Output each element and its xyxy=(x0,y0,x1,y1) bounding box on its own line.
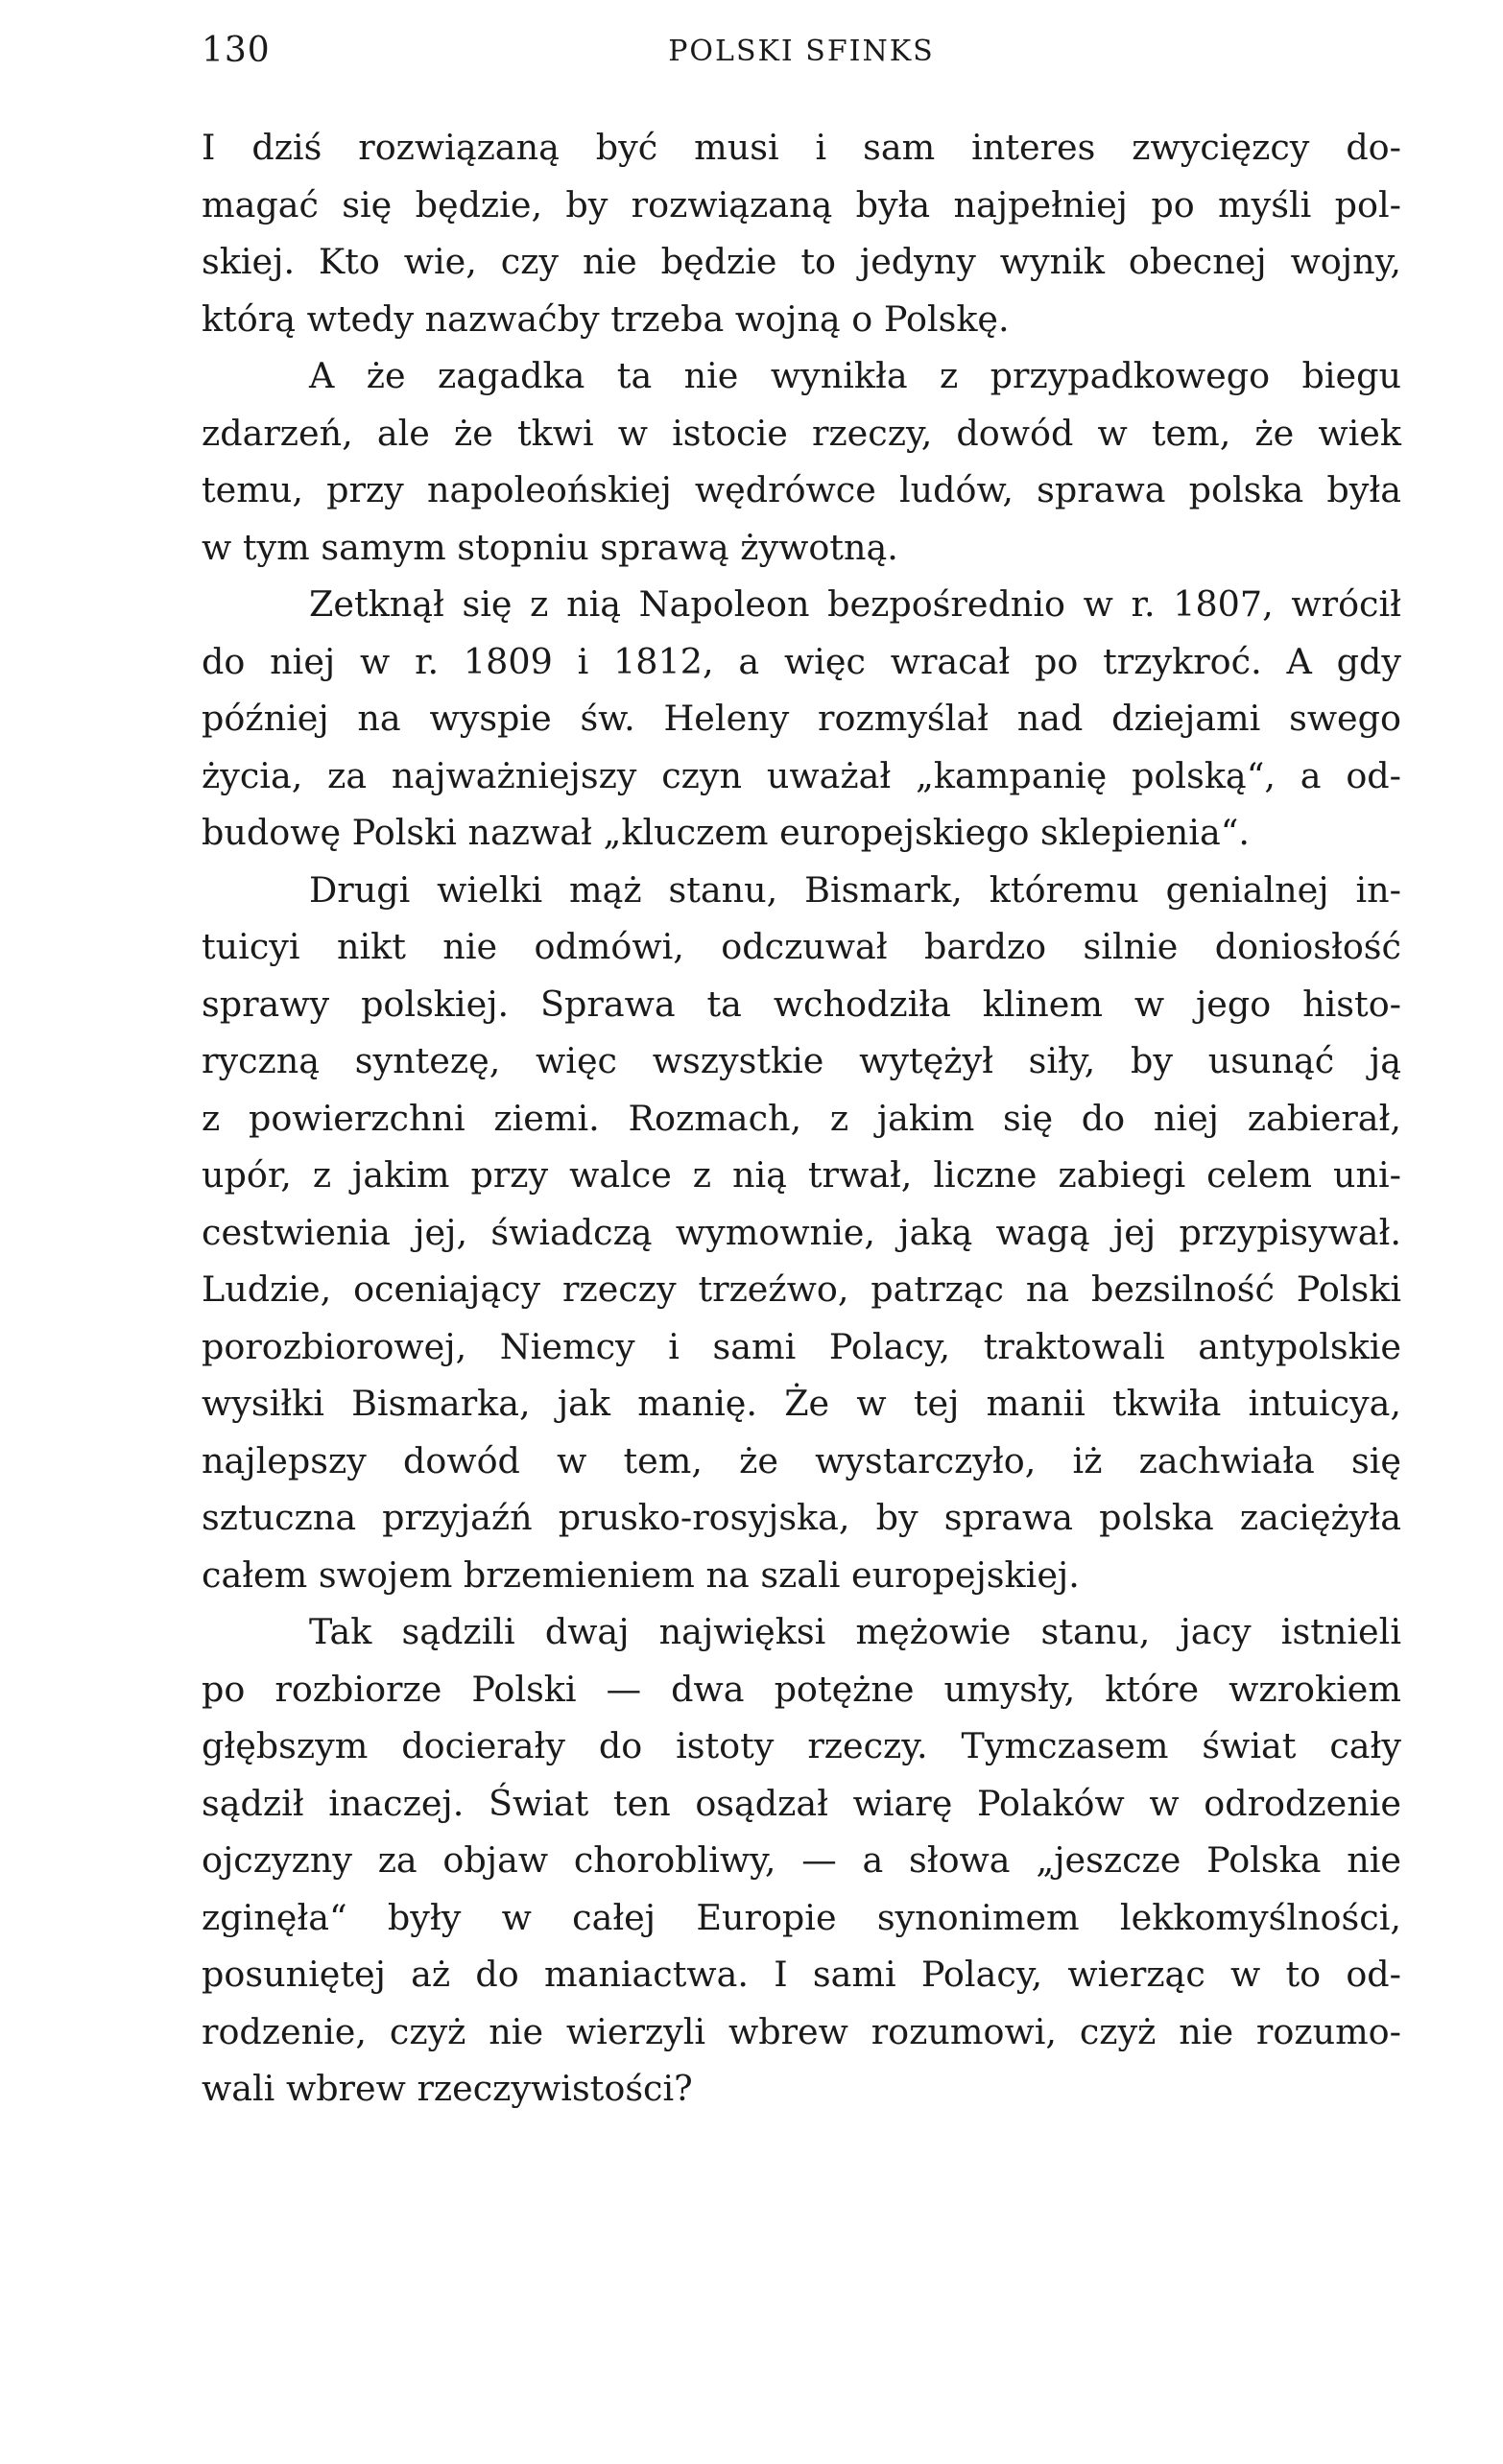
text-line: do niej w r. 1809 i 1812, a więc wracał po trzykroć. A gdy xyxy=(202,640,1401,682)
text-line: najlepszy dowód w tem, że wystarczyło, iż zachwiała się xyxy=(202,1439,1401,1481)
text-line: porozbiorowej, Niemcy i sami Polacy, traktowali antypolskie xyxy=(202,1325,1401,1367)
text-line: skiej. Kto wie, czy nie będzie to jedyny wynik obecnej wojny, xyxy=(202,241,1401,282)
text-line: po rozbiorze Polski — dwa potężne umysły, które wzrokiem xyxy=(202,1668,1401,1710)
text-line: całem swojem brzemieniem na szali europejskiej. xyxy=(202,1553,1080,1596)
text-line: magać się będzie, by rozwiązaną była najpełniej po myśli pol- xyxy=(202,183,1401,225)
text-line: Drugi wielki mąż stanu, Bismark, któremu genialnej in- xyxy=(309,868,1401,911)
text-line: posuniętej aż do maniactwa. I sami Polacy, wierząc w to od- xyxy=(202,1954,1401,1995)
text-line: temu, przy napoleońskiej wędrówce ludów, sprawa polska była xyxy=(202,469,1401,510)
text-line: Tak sądzili dwaj najwięksi mężowie stanu, jacy istnieli xyxy=(309,1611,1401,1652)
text-line: zginęła“ były w całej Europie synonimem lekkomyślności, xyxy=(202,1896,1401,1938)
text-line: sądził inaczej. Świat ten osądzał wiarę Polaków w odrodzenie xyxy=(202,1782,1401,1824)
body-text xyxy=(202,119,1401,2118)
text-line: cestwienia jej, świadczą wymownie, jaką wagą jej przypisywał. xyxy=(202,1211,1401,1253)
text-line: wali wbrew rzeczywistości? xyxy=(202,2068,693,2109)
text-line: w tym samym stopniu sprawą żywotną. xyxy=(202,526,898,568)
text-line: budowę Polski nazwał „kluczem europejskiego sklepienia“. xyxy=(202,812,1250,853)
text-line: później na wyspie św. Heleny rozmyślał nad dziejami swego xyxy=(202,698,1401,739)
text-line: Zetknął się z nią Napoleon bezpośrednio w r. 1807, wrócił xyxy=(309,583,1401,625)
text-line: I dziś rozwiązaną być musi i sam interes zwycięzcy do- xyxy=(202,127,1401,168)
text-line: głębszym docierały do istoty rzeczy. Tymczasem świat cały xyxy=(202,1725,1401,1766)
text-line: A że zagadka ta nie wynikła z przypadkowego biegu xyxy=(309,355,1401,396)
text-line: tuicyi nikt nie odmówi, odczuwał bardzo silnie doniosłość xyxy=(202,926,1401,967)
text-line: ojczyzny za objaw chorobliwy, — a słowa „jeszcze Polska nie xyxy=(202,1839,1401,1881)
text-line: Ludzie, oceniający rzeczy trzeźwo, patrząc na bezsilność Polski xyxy=(202,1268,1401,1310)
text-line: ryczną syntezę, więc wszystkie wytężył siły, by usunąć ją xyxy=(202,1040,1401,1081)
text-line: wysiłki Bismarka, jak manię. Że w tej manii tkwiła intuicya, xyxy=(202,1383,1401,1424)
text-line: rodzenie, czyż nie wierzyli wbrew rozumowi, czyż nie rozumo- xyxy=(202,2010,1401,2052)
text-line: którą wtedy nazwaćby trzeba wojną o Polskę. xyxy=(202,297,1010,340)
text-line: życia, za najważniejszy czyn uważał „kampanię polską“, a od- xyxy=(202,754,1401,796)
page-number: 130 xyxy=(202,31,271,70)
text-line: sztuczna przyjaźń prusko-rosyjska, by sprawa polska zaciężyła xyxy=(202,1497,1401,1538)
text-line: zdarzeń, ale że tkwi w istocie rzeczy, dowód w tem, że wiek xyxy=(202,412,1401,454)
text-line: z powierzchni ziemi. Rozmach, z jakim się do niej zabierał, xyxy=(202,1097,1401,1139)
text-line: sprawy polskiej. Sprawa ta wchodziła klinem w jego histo- xyxy=(202,983,1401,1025)
text-line: upór, z jakim przy walce z nią trwał, liczne zabiegi celem uni- xyxy=(202,1154,1401,1196)
page-header xyxy=(202,31,1401,79)
running-title: POLSKI SFINKS xyxy=(668,35,935,68)
